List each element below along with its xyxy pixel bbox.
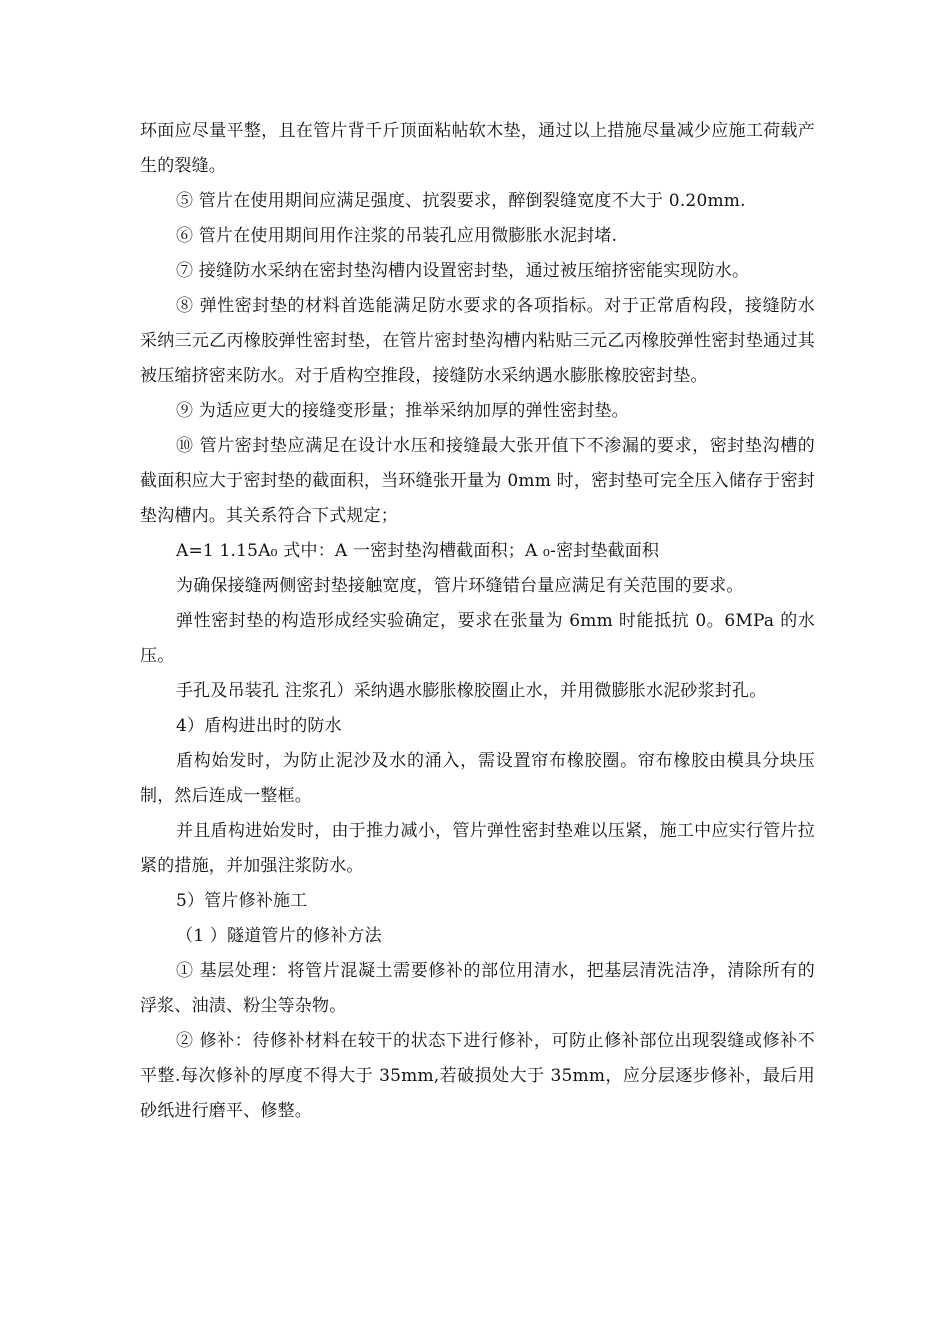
paragraph-shield-launch: 盾构始发时，为防止泥沙及水的涌入，需设置帘布橡胶圈。帘布橡胶由模具分块压制，然后连成一整框。 (140, 751, 815, 806)
paragraph-item-5: ⑤ 管片在使用期间应满足强度、抗裂要求，醉倒裂缝宽度不大于 0.20mm. (176, 191, 746, 211)
paragraph-item-10: ⑩ 管片密封垫应满足在设计水压和接缝最大张开值下不渗漏的要求，密封垫沟槽的截面积应大于密封垫的截面积，当环缝张开量为 0mm 时，密封垫可完全压入储存于密封垫沟槽内。其关系符合下式规定； (140, 436, 815, 526)
document-body (140, 114, 815, 1129)
paragraph-hand-holes: 手孔及吊装孔 注浆孔）采纳遇水膨胀橡胶圈止水，并用微膨胀水泥砂浆封孔。 (176, 681, 767, 701)
section-heading-segment-repair: 5）管片修补施工 (176, 891, 308, 911)
paragraph-item-8: ⑧ 弹性密封垫的材料首选能满足防水要求的各项指标。对于正常盾构段，接缝防水采纳三元乙丙橡胶弹性密封垫，在管片密封垫沟槽内粘贴三元乙丙橡胶弹性密封垫通过其被压缩挤密来防水。对于盾构空推段，接缝防水采纳遇水膨胀橡胶密封垫。 (140, 296, 815, 386)
paragraph-item-6: ⑥ 管片在使用期间用作注浆的吊装孔应用微膨胀水泥封堵. (176, 226, 618, 246)
paragraph-continuation: 环面应尽量平整，且在管片背千斤顶面粘帖软木垫，通过以上措施尽量减少应施工荷载产生的裂缝。 (140, 121, 815, 176)
paragraph-item-9: ⑨ 为适应更大的接缝变形量；推举采纳加厚的弹性密封垫。 (176, 401, 629, 421)
paragraph-repair-step-1: ① 基层处理：将管片混凝土需要修补的部位用清水，把基层清洗洁净，清除所有的浮浆、油渍、粉尘等杂物。 (140, 961, 815, 1016)
paragraph-shield-thrust: 并且盾构进始发时，由于推力减小，管片弹性密封垫难以压紧，施工中应实行管片拉紧的措施，并加强注浆防水。 (140, 821, 815, 876)
formula-line: A=1 1.15A₀ 式中：A 一密封垫沟槽截面积；A ₀-密封垫截面积 (176, 541, 660, 561)
paragraph-item-7: ⑦ 接缝防水采纳在密封垫沟槽内设置密封垫，通过被压缩挤密能实现防水。 (176, 261, 750, 281)
subsection-heading-repair-method: （1 ）隧道管片的修补方法 (176, 926, 382, 946)
paragraph-repair-step-2: ② 修补：待修补材料在较干的状态下进行修补，可防止修补部位出现裂缝或修补不平整.每次修补的厚度不得大于 35mm,若破损处大于 35mm，应分层逐步修补，最后用砂纸进行磨平、修整。 (140, 1031, 815, 1121)
section-heading-shield-waterproofing: 4）盾构进出时的防水 (176, 716, 342, 736)
paragraph-offset-requirement: 为确保接缝两侧密封垫接触宽度，管片环缝错台量应满足有关范围的要求。 (176, 576, 744, 596)
paragraph-seal-structure: 弹性密封垫的构造形成经实验确定，要求在张量为 6mm 时能抵抗 0。6MPa 的水压。 (140, 611, 815, 666)
